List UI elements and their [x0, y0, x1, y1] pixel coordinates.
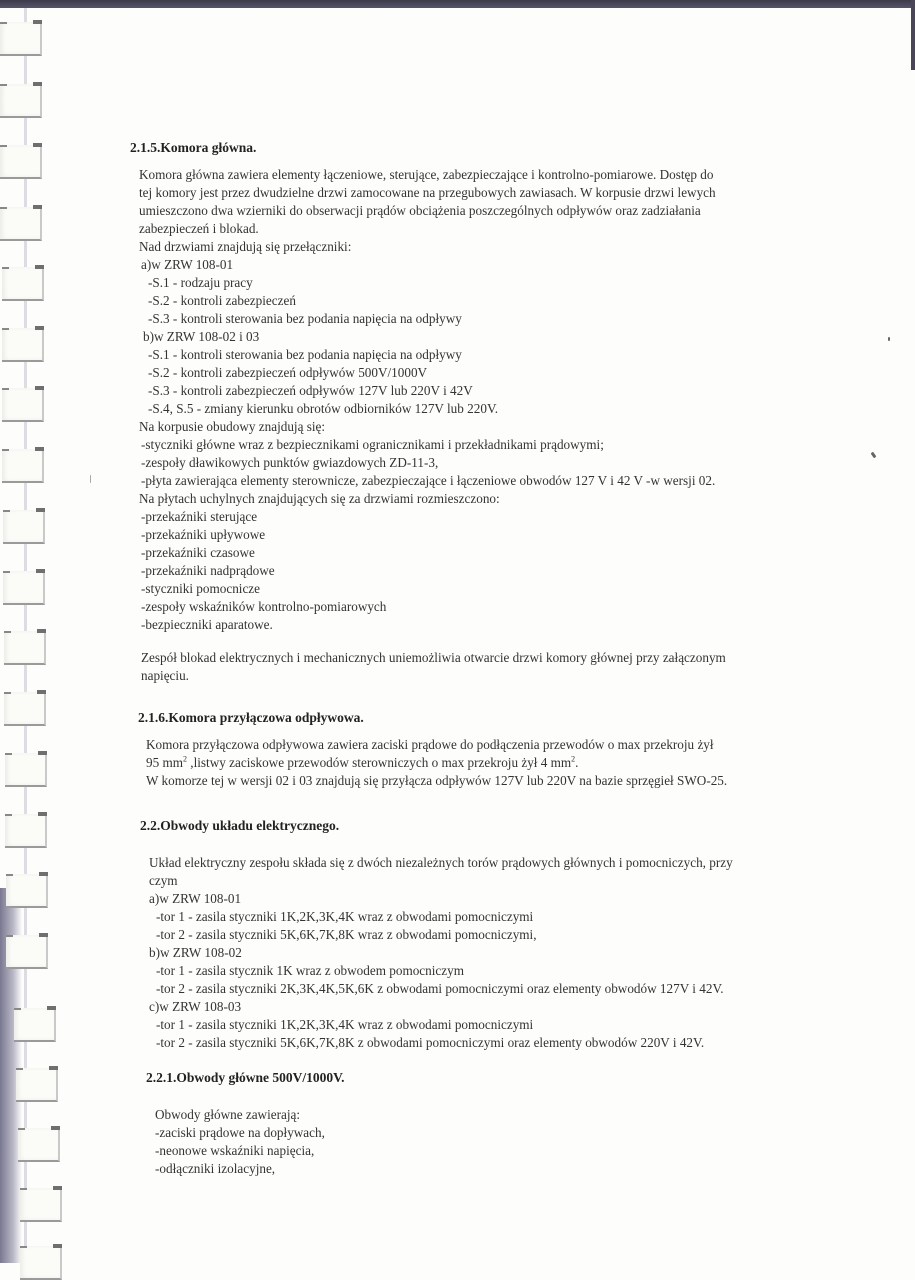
- scan-speck: [888, 337, 890, 341]
- binding-ring: [2, 388, 44, 422]
- binding-ring: [5, 814, 47, 848]
- paragraph-line: tej komory jest przez dwudzielne drzwi zamocowane na przegubowych zawiasach. W korpusie drzwi lewych: [139, 185, 716, 200]
- scan-speck: [871, 452, 877, 459]
- binding-ring: [20, 1246, 62, 1280]
- list-group-label: b)w ZRW 108-02 i 03: [143, 329, 260, 344]
- paragraph-line: umieszczono dwa wzierniki do obserwacji prądów obciążenia poszczególnych odpływów oraz zadziałania: [139, 203, 701, 218]
- paragraph-line: Na korpusie obudowy znajdują się:: [139, 419, 326, 434]
- list-item: -styczniki główne wraz z bezpiecznikami ogranicznikami i przekładnikami prądowymi;: [141, 437, 604, 452]
- list-item: -tor 2 - zasila styczniki 5K,6K,7K,8K wraz z obwodami pomocniczymi,: [156, 927, 537, 942]
- list-group-label: a)w ZRW 108-01: [149, 891, 242, 906]
- list-item: -zespoły wskaźników kontrolno-pomiarowych: [141, 599, 387, 614]
- binding-ring: [2, 267, 44, 301]
- comb-binding: [0, 8, 60, 1263]
- list-item: -tor 1 - zasila styczniki 1K,2K,3K,4K wraz z obwodami pomocniczymi: [156, 909, 534, 924]
- list-item: -przekaźniki nadprądowe: [141, 563, 275, 578]
- list-group-label: b)w ZRW 108-02: [149, 945, 242, 960]
- list-item: -tor 1 - zasila stycznik 1K wraz z obwodem pomocniczym: [156, 963, 464, 978]
- binding-ring: [2, 449, 44, 483]
- superscript: 2: [183, 754, 187, 764]
- list-item: -S.1 - rodzaju pracy: [148, 275, 253, 290]
- paragraph-line: Układ elektryczny zespołu składa się z dwóch niezależnych torów prądowych głównych i pomocniczych, przy: [149, 855, 733, 870]
- binding-ring: [0, 207, 42, 241]
- list-item: -odłączniki izolacyjne,: [155, 1161, 276, 1176]
- binding-ring: [14, 1008, 56, 1042]
- list-item: -S.2 - kontroli zabezpieczeń odpływów 500V/1000V: [148, 365, 428, 380]
- section-heading: 2.1.6.Komora przyłączowa odpływowa.: [138, 710, 364, 725]
- section-heading: 2.2.Obwody układu elektrycznego.: [140, 818, 340, 833]
- list-item: -bezpieczniki aparatowe.: [141, 617, 273, 632]
- list-item: -S.3 - kontroli zabezpieczeń odpływów 127V lub 220V i 42V: [148, 383, 473, 398]
- binding-ring: [3, 510, 45, 544]
- binding-ring: [6, 874, 48, 908]
- text-run: .: [575, 755, 579, 770]
- section-heading: 2.1.5.Komora główna.: [130, 140, 257, 155]
- binding-ring: [2, 328, 44, 362]
- scan-speck: [90, 475, 91, 483]
- binding-ring: [0, 145, 42, 179]
- binding-ring: [16, 1068, 58, 1102]
- binding-ring: [4, 692, 46, 726]
- list-item: -neonowe wskaźniki napięcia,: [155, 1143, 315, 1158]
- list-item: -S.4, S.5 - zmiany kierunku obrotów odbiorników 127V lub 220V.: [148, 401, 499, 416]
- list-item: -przekaźniki upływowe: [141, 527, 266, 542]
- list-item: -przekaźniki sterujące: [141, 509, 258, 524]
- list-item: -tor 1 - zasila styczniki 1K,2K,3K,4K wraz z obwodami pomocniczymi: [156, 1017, 534, 1032]
- paragraph-line: Komora przyłączowa odpływowa zawiera zaciski prądowe do podłączenia przewodów o max przekroju żył: [146, 737, 714, 752]
- list-item: -S.2 - kontroli zabezpieczeń: [148, 293, 296, 308]
- list-item: -tor 2 - zasila styczniki 5K,6K,7K,8K z obwodami pomocniczymi oraz elementy obwodów 220V i 42V.: [156, 1035, 705, 1050]
- paragraph-line: Na płytach uchylnych znajdujących się za drzwiami rozmieszczono:: [139, 491, 500, 506]
- list-item: -S.3 - kontroli sterowania bez podania napięcia na odpływy: [148, 311, 462, 326]
- binding-ring: [0, 84, 42, 118]
- list-item: -płyta zawierająca elementy sterownicze, zabezpieczające i łączeniowe obwodów 127 V i 42 V -w wersji 02.: [141, 473, 716, 488]
- paragraph-line: W komorze tej w wersji 02 i 03 znajdują się przyłącza odpływów 127V lub 220V na bazie sprzęgieł SWO-25.: [146, 773, 728, 788]
- text-run: 95 mm: [146, 755, 183, 770]
- list-item: -styczniki pomocnicze: [141, 581, 261, 596]
- scan-top-edge: [0, 0, 915, 8]
- paragraph-line: zabezpieczeń i blokad.: [139, 221, 259, 236]
- list-item: -S.1 - kontroli sterowania bez podania napięcia na odpływy: [148, 347, 462, 362]
- superscript: 2: [571, 754, 576, 764]
- binding-ring: [3, 571, 45, 605]
- list-item: -zaciski prądowe na dopływach,: [155, 1125, 325, 1140]
- scan-right-edge: [911, 0, 915, 70]
- binding-ring: [0, 22, 42, 56]
- list-group-label: c)w ZRW 108-03: [149, 999, 242, 1014]
- paragraph-line: Obwody główne zawierają:: [155, 1107, 301, 1122]
- binding-ring: [18, 1128, 60, 1162]
- text-run: ,listwy zaciskowe przewodów sterowniczych o max przekroju żył 4 mm: [187, 755, 572, 770]
- paragraph-line: czym: [149, 873, 178, 888]
- paragraph-line: Komora główna zawiera elementy łączeniowe, sterujące, zabezpieczające i kontrolno-pomiarowe. Dostęp do: [139, 167, 714, 182]
- list-item: -przekaźniki czasowe: [141, 545, 255, 560]
- paragraph-line: Zespół blokad elektrycznych i mechanicznych uniemożliwia otwarcie drzwi komory głównej przy załączonym: [141, 650, 726, 665]
- list-item: -tor 2 - zasila styczniki 2K,3K,4K,5K,6K z obwodami pomocniczymi oraz elementy obwodów 127V i 42V.: [156, 981, 724, 996]
- paragraph-line: [146, 754, 578, 772]
- binding-ring: [6, 935, 48, 969]
- binding-ring: [5, 753, 47, 787]
- list-item: -zespoły dławikowych punktów gwiazdowych ZD-11-3,: [141, 455, 439, 470]
- paragraph-line: napięciu.: [141, 668, 189, 683]
- binding-ring: [4, 631, 46, 665]
- binding-ring: [20, 1188, 62, 1222]
- paragraph-line: Nad drzwiami znajdują się przełączniki:: [139, 239, 352, 254]
- list-group-label: a)w ZRW 108-01: [141, 257, 234, 272]
- section-heading: 2.2.1.Obwody główne 500V/1000V.: [146, 1070, 345, 1085]
